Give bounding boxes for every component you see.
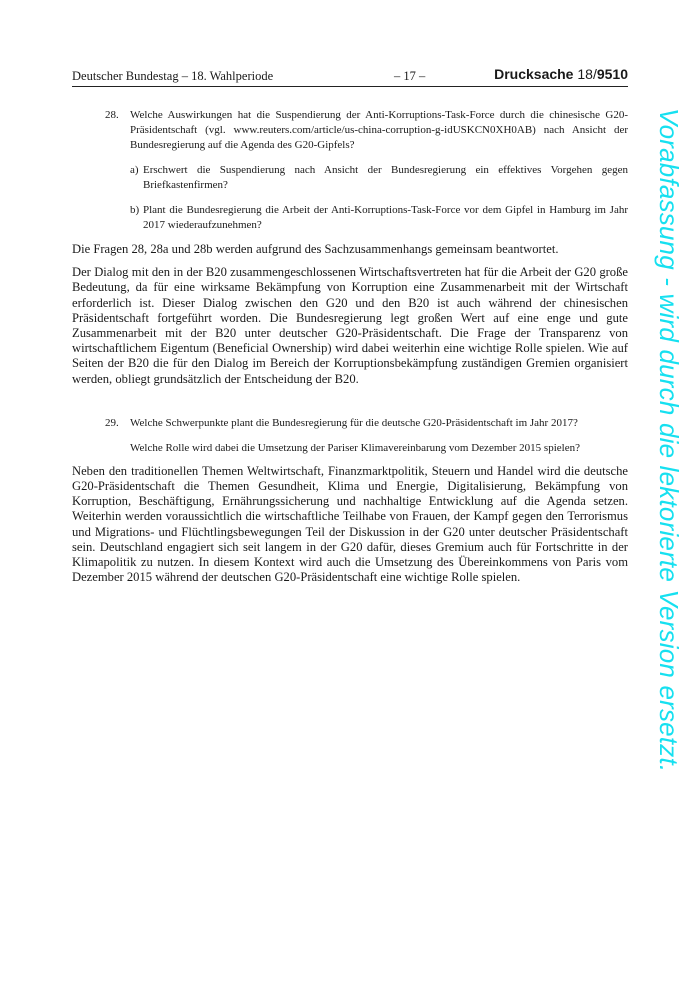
answer-paragraph: Der Dialog mit den in der B20 zusammengeschlossenen Wirtschaftsvertreten hat für die Arbeit der G20 große Bedeutung, da für eine wirksame Bekämpfung von Korruption eine Zusammenarbeit mit der Wirtschaft erforderlich ist. Dieser Dialog zwischen den G20 und den B20 ist auch während der chinesischen Präsidentschaft fortgeführt worden. Die Bundesregierung legt großen Wert auf eine enge und gute Zusammenarbeit mit der B20 unter deutscher G20-Präsidentschaft. Die Frage der Transparenz von wirtschaftlichem Eigentum (Beneficial Ownership) wird dabei weiterhin eine wichtige Rolle spielen. Wie auf Seiten der B20 die für den Dialog im Bereich der Korruptionsbekämpfung zuständigen Gremien organisiert werden, obliegt grundsätzlich der Entscheidung der B20. bbox=[72, 265, 628, 386]
answer-paragraph: Neben den traditionellen Themen Weltwirtschaft, Finanzmarktpolitik, Steuern und Handel wird die deutsche G20-Präsidentschaft die Themen Gesundheit, Klima und Energie, Digitalisierung, Bekämpfung von Korruption, Beschäftigung, Ernährungssicherung und nachhaltige Entwicklung auf die Agenda setzen. Weiterhin werden voraussichtlich die wirtschaftliche Teilhabe von Frauen, der Kampf gegen den Terrorismus und Migrations- und Flüchtlingsbewegungen Teil der Diskussion in der G20 unter deutscher Präsidentschaft sein. Deutschland engagiert sich seit langem in der G20 dafür, dieses Gremium auch für Fortschritte in der Klimapolitik zu nutzen. In diesem Kontext wird auch die Umsetzung des Übereinkommens von Paris vom Dezember 2015 während der deutschen G20-Präsidentschaft eine wichtige Rolle spielen. bbox=[72, 463, 628, 585]
question-28 bbox=[72, 108, 628, 233]
sub-question-label: a) bbox=[130, 164, 139, 176]
page-header bbox=[72, 66, 628, 87]
answer-paragraph: Die Fragen 28, 28a und 28b werden aufgrund des Sachzusammenhangs gemeinsam beantwortet. bbox=[72, 242, 559, 256]
sub-question-label: b) bbox=[130, 204, 140, 216]
document-number bbox=[494, 66, 628, 82]
question-text: Welche Schwerpunkte plant die Bundesregierung für die deutsche G20-Präsidentschaft im Jahr 2017? bbox=[130, 416, 578, 429]
draft-watermark bbox=[646, 108, 686, 918]
watermark-text: Vorabfassung - wird durch die lektorierte Version ersetzt. bbox=[654, 108, 684, 773]
question-number: 29. bbox=[105, 416, 119, 429]
page-number: – 17 – bbox=[394, 69, 426, 83]
sub-question-a bbox=[130, 163, 628, 193]
header-parliament: Deutscher Bundestag – 18. Wahlperiode bbox=[72, 69, 274, 83]
question-followup: Welche Rolle wird dabei die Umsetzung der Pariser Klimavereinbarung vom Dezember 2015 spielen? bbox=[130, 441, 580, 454]
doc-number: 9510 bbox=[596, 66, 628, 82]
doc-label: Drucksache bbox=[494, 66, 574, 82]
question-text: Welche Auswirkungen hat die Suspendierung der Anti-Korruptions-Task-Force durch die chinesische G20-Präsidentschaft (vgl. www.reuters.com/article/us-china-corruption-g-idUSKCN0XH0AB) nach Ansicht der Bundesregierung auf die Agenda des G20-Gipfels? bbox=[130, 109, 628, 151]
question-29 bbox=[72, 416, 628, 456]
page-body bbox=[72, 108, 628, 585]
sub-question-text: Erschwert die Suspendierung nach Ansicht der Bundesregierung ein effektives Vorgehen gegen Briefkastenfirmen? bbox=[143, 164, 628, 191]
sub-question-b bbox=[130, 203, 628, 233]
sub-question-text: Plant die Bundesregierung die Arbeit der Anti-Korruptions-Task-Force vor dem Gipfel in Hamburg im Jahr 2017 wiederaufzunehmen? bbox=[143, 204, 628, 231]
question-number: 28. bbox=[105, 109, 119, 121]
doc-number-prefix: 18/ bbox=[577, 66, 597, 82]
